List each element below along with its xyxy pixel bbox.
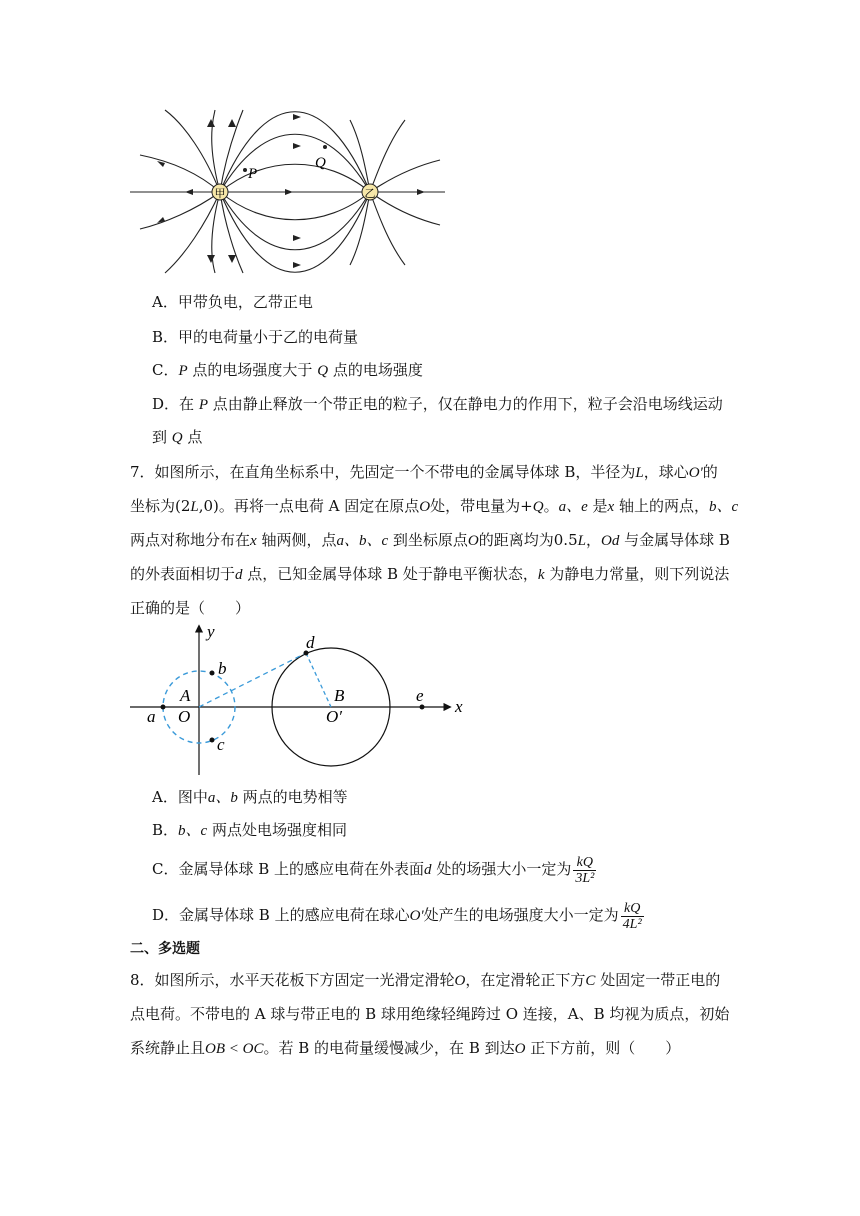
q7-option-b: B．b、c 两点处电场强度相同 [152, 821, 347, 839]
point-q-label: Q [315, 155, 326, 171]
q7-line-2: 坐标为(2L,0)。再将一点电荷 A 固定在原点O处，带电量为+Q。a、e 是x 轴上的两点，b、c [130, 497, 739, 515]
x-axis-label: x [455, 697, 463, 716]
q7-line-3: 两点对称地分布在x 轴两侧，点a、b、c 到坐标原点O的距离均为0.5L，Od 与金属导体球 B [130, 531, 730, 549]
q6-option-b: B．甲的电荷量小于乙的电荷量 [152, 328, 359, 346]
q6-option-d-continued: 到 Q 点 [152, 428, 203, 446]
q8-line-3: 系统静止且OB < OC。若 B 的电荷量缓慢减少，在 B 到达O 正下方前，则（ ） [130, 1039, 681, 1057]
q6-option-a: A．甲带负电，乙带正电 [152, 293, 313, 311]
center-oprime-label: O′ [326, 707, 342, 726]
q7-line-4: 的外表面相切于d 点，已知金属导体球 B 处于静电平衡状态，k 为静电力常量，则下列说法 [130, 565, 730, 583]
q7-line-5: 正确的是（ ） [130, 599, 251, 617]
q7-option-c: C．金属导体球 B 上的感应电荷在外表面d 处的场强大小一定为 $\frac{kQ}{\text{3L²}}$ [152, 854, 595, 886]
q7-option-d: D．金属导体球 B 上的感应电荷在球心O'处产生的电场强度大小一定为 $\frac{kQ}{\text{4L²}}$ [152, 900, 642, 932]
origin-label: O [178, 707, 191, 726]
q7-option-a: A．图中a、b 两点的电势相等 [152, 788, 348, 806]
point-a-label: a [147, 707, 156, 726]
q8-line-2: 点电荷。不带电的 A 球与带正电的 B 球用绝缘轻绳跨过 O 连接，A、B 均视为质点，初始 [130, 1005, 730, 1023]
sphere-b-label: B [334, 686, 345, 705]
charge-a-label: A [180, 686, 191, 705]
option-c-fraction: $\frac{kQ}{\text{3L²}}$ [575, 854, 595, 886]
point-p-label: P [248, 166, 258, 182]
q6-option-d: D．在 P 点由静止释放一个带正电的粒子，仅在静电力的作用下，粒子会沿电场线运动 [152, 395, 723, 413]
point-e-label: e [416, 686, 424, 705]
point-d-label: d [306, 633, 315, 652]
charge-yi-label: 乙 [364, 188, 376, 200]
field-lines-figure [125, 105, 455, 275]
q8-line-1: 8．如图所示，水平天花板下方固定一光滑定滑轮O，在定滑轮正下方C 处固定一带正电的 [130, 971, 721, 989]
coordinate-figure [125, 620, 475, 780]
charge-jia-label: 甲 [214, 188, 226, 200]
point-c-label: c [217, 735, 225, 754]
q7-line-1: 7．如图所示，在直角坐标系中，先固定一个不带电的金属导体球 B，半径为L，球心O'的 [130, 463, 718, 481]
y-axis-label: y [207, 622, 215, 641]
section-title: 二、多选题 [130, 941, 200, 957]
point-b-label: b [218, 659, 227, 678]
q6-option-c: C．P 点的电场强度大于 Q 点的电场强度 [152, 361, 423, 379]
option-d-fraction: $\frac{kQ}{\text{4L²}}$ [622, 900, 642, 932]
